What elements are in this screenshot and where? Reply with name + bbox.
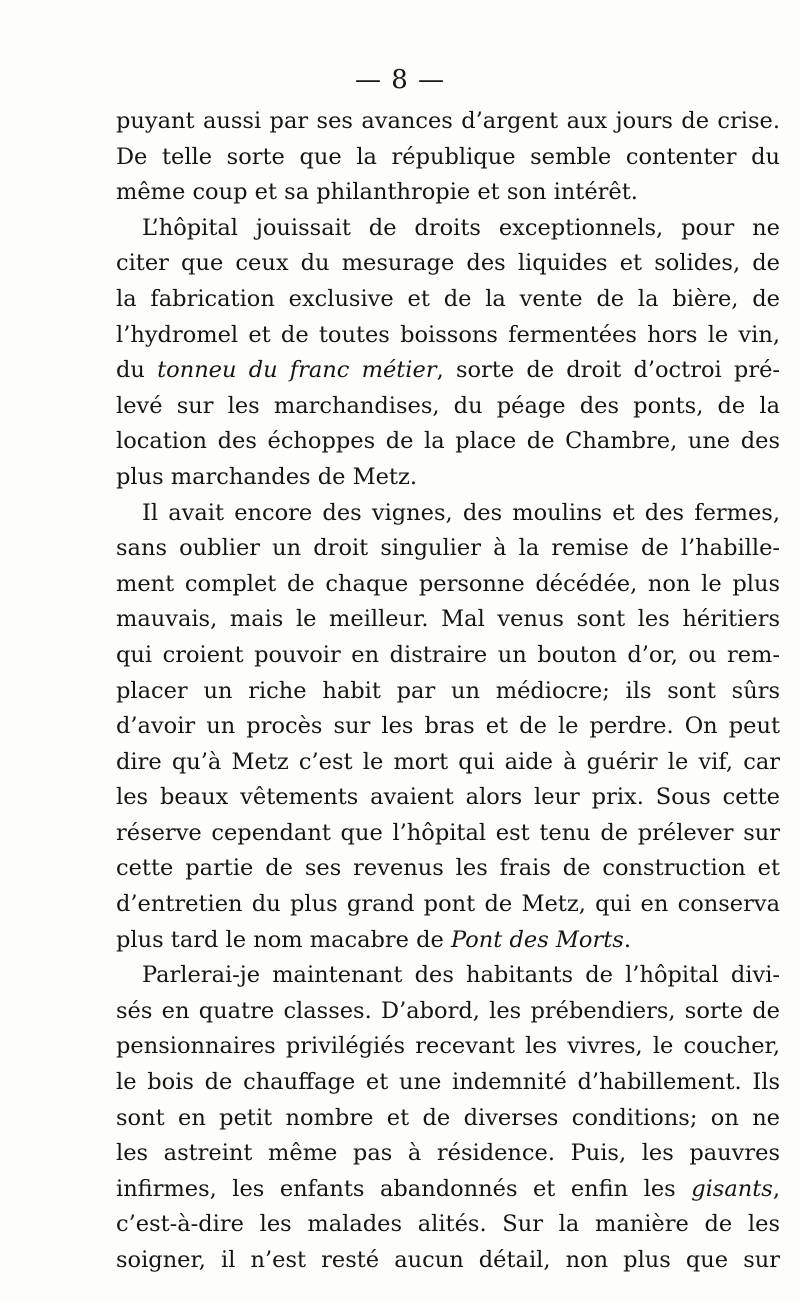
text-line: cette partie de ses revenus les frais de construction et <box>116 855 780 882</box>
text-line: sont en petit nombre et de diverses conditions; on ne <box>116 1104 780 1131</box>
italic-phrase: tonneu du franc métier <box>157 357 437 384</box>
text-line: puyant aussi par ses avances d’argent aux jours de crise. <box>116 108 780 134</box>
text-line: réserve cependant que l’hôpital est tenu de prélever sur <box>116 819 780 846</box>
text-line <box>116 353 780 389</box>
text-line: mauvais, mais le meilleur. Mal venus sont les héritiers <box>116 606 780 633</box>
text-line: dire qu’à Metz c’est le mort qui aide à guérir le vif, car <box>116 748 780 775</box>
text-line: l’hydromel et de toutes boissons fermentées hors le vin, <box>116 321 780 348</box>
page-number: — 8 — <box>354 65 446 95</box>
text-fragment: . <box>623 926 631 953</box>
text-line: sans oublier un droit singulier à la remise de l’habille- <box>116 535 780 562</box>
italic-phrase: Pont des Morts <box>451 926 624 953</box>
text-line: De telle sorte que la république semble contenter du <box>116 143 780 170</box>
text-line: d’avoir un procès sur les bras et de le perdre. On peut <box>116 713 780 740</box>
text-line: les beaux vêtements avaient alors leur prix. Sous cette <box>116 784 780 811</box>
text-line: d’entretien du plus grand pont de Metz, qui en conserva <box>116 891 780 918</box>
text-line: levé sur les marchandises, du péage des ponts, de la <box>116 392 780 419</box>
text-line: sés en quatre classes. D’abord, les prébendiers, sorte de <box>116 997 780 1024</box>
text-line: plus marchandes de Metz. <box>116 463 417 490</box>
text-fragment: , sorte de droit d’octroi pré- <box>436 357 780 384</box>
text-fragment: plus tard le nom macabre de <box>116 926 452 953</box>
text-line: ment complet de chaque personne décédée, non le plus <box>116 570 780 597</box>
text-line: le bois de chauffage et une indemnité d’habillement. Ils <box>116 1069 780 1096</box>
text-line: c’est-à-dire les malades alités. Sur la manière de les <box>116 1211 780 1238</box>
text-line: placer un riche habit par un médiocre; ils sont sûrs <box>116 677 780 704</box>
text-fragment: , <box>772 1175 780 1202</box>
text-fragment: infirmes, les enfants abandonnés et enfin les <box>116 1175 692 1202</box>
text-line: pensionnaires privilégiés recevant les vivres, le coucher, <box>116 1033 780 1060</box>
text-fragment: du <box>116 357 158 384</box>
text-line: citer que ceux du mesurage des liquides et solides, de <box>116 250 780 277</box>
text-line: Il avait encore des vignes, des moulins et des fermes, <box>142 499 780 526</box>
text-line <box>116 1172 780 1208</box>
italic-phrase: gisants <box>691 1175 773 1202</box>
text-line: Parlerai-je maintenant des habitants de l’hôpital divi- <box>142 962 780 989</box>
text-line: même coup et sa philanthropie et son intérêt. <box>116 179 638 206</box>
text-line: la fabrication exclusive et de la vente de la bière, de <box>116 285 780 312</box>
text-line: L’hôpital jouissait de droits exceptionnels, pour ne <box>142 214 780 241</box>
text-line <box>116 923 780 959</box>
text-line: les astreint même pas à résidence. Puis, les pauvres <box>116 1140 780 1167</box>
text-line: location des échoppes de la place de Chambre, une des <box>116 428 780 455</box>
text-line: qui croient pouvoir en distraire un bouton d’or, ou rem- <box>116 641 780 668</box>
body-text <box>116 104 780 1279</box>
text-line: soigner, il n’est resté aucun détail, non plus que sur <box>116 1247 780 1273</box>
